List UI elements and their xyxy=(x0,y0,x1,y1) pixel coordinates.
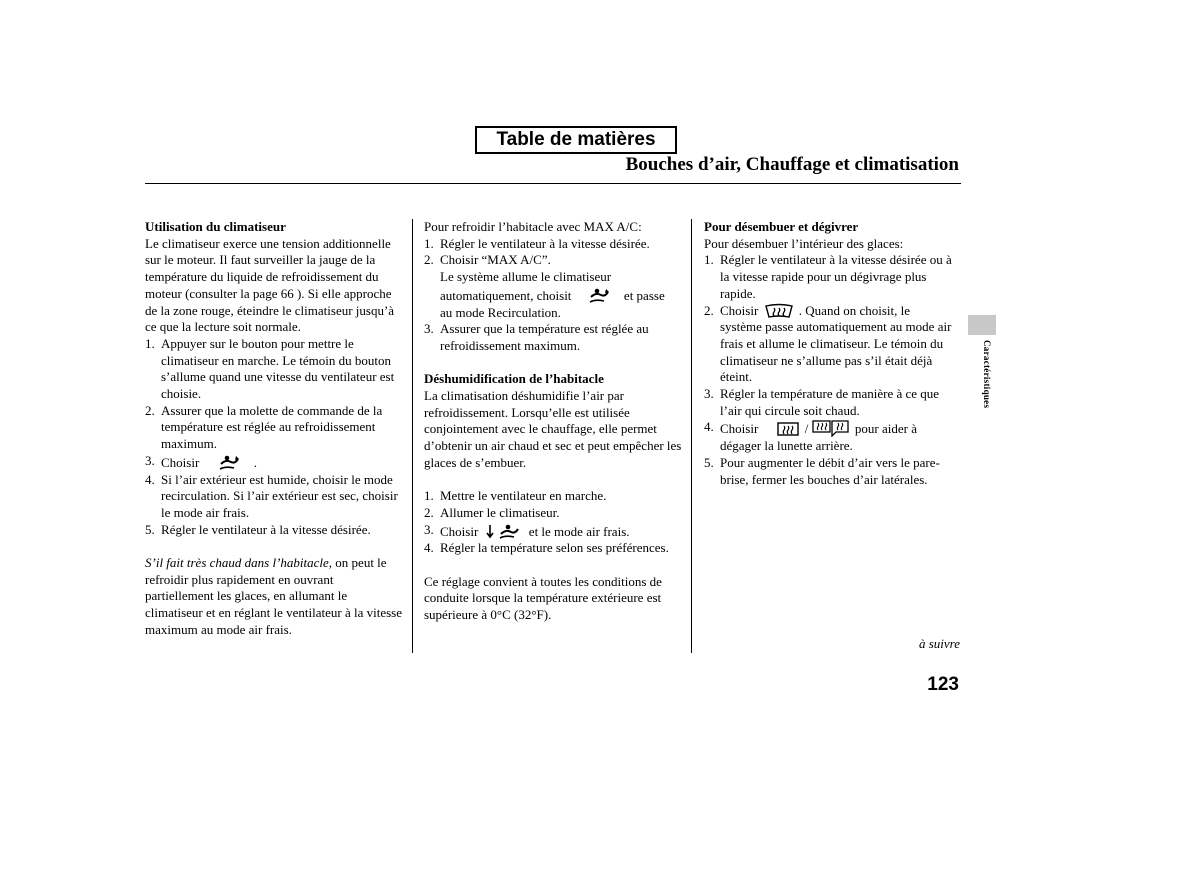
paragraph: Pour refroidir l’habitacle avec MAX A/C: xyxy=(424,219,642,234)
list-text: Choisir “MAX A/C”. xyxy=(440,252,551,268)
list-item xyxy=(424,236,686,253)
list-text: Le système allume le climatiseur xyxy=(440,269,612,285)
list-number: 2. xyxy=(704,302,714,318)
list-text: . Quand on choisit, le xyxy=(798,302,911,318)
list-text: Choisir xyxy=(720,421,759,437)
paragraph xyxy=(145,555,403,639)
list-text: Pour augmenter le débit d’air vers le pare-brise, fermer les bouches d’air latérales. xyxy=(720,454,940,487)
paragraph: Le climatiseur exerce une tension additionnelle sur le moteur. Il faut surveiller la jauge de la température du liquide de refroidissement du moteur (consulter la page 66 ). Si elle approche de la zone rouge, éteindre le climatiseur jusqu’à ce que la lecture soit normale. xyxy=(145,235,395,335)
rear-defrost-icon xyxy=(762,421,802,437)
list-number: 5. xyxy=(145,521,155,537)
list-number: 4. xyxy=(145,471,155,487)
list-number: 3. xyxy=(424,321,434,337)
list-text: Régler la température selon ses préférences. xyxy=(440,540,669,556)
list-item xyxy=(424,540,686,557)
list-text: Allumer le climatiseur. xyxy=(440,504,560,520)
column-1 xyxy=(145,219,403,639)
list-item xyxy=(424,321,686,354)
list-number: 2. xyxy=(424,252,434,268)
section-heading: Pour désembuer et dégivrer xyxy=(704,219,859,234)
list-item xyxy=(145,336,403,403)
paragraph: Ce réglage convient à toutes les conditions de conduite lorsque la température extérieure est supérieure à 0°C (32°F). xyxy=(424,573,662,623)
section-heading: Déshumidification de l’habitacle xyxy=(424,371,604,387)
list-number: 4. xyxy=(704,419,714,435)
list-item xyxy=(704,386,962,419)
list-item xyxy=(424,522,686,541)
list-text: au mode Recirculation. xyxy=(440,304,561,320)
list-number: 1. xyxy=(704,252,714,268)
list-text: système passe automatiquement au mode air frais et allume le climatiseur. Le témoin du climatiseur ne s’allume pas s’il était déjà éteint. xyxy=(720,319,952,385)
list-item xyxy=(145,522,403,539)
list-text: Appuyer sur le bouton pour mettre le climatiseur en marche. Le témoin du bouton s’allume quand une vitesse du ventilateur est choisie. xyxy=(161,335,395,402)
list-text: Choisir xyxy=(720,302,759,318)
list-text: . xyxy=(253,454,258,470)
list-number: 2. xyxy=(424,504,434,520)
list-item xyxy=(145,472,403,522)
list-text: et passe xyxy=(623,287,665,303)
section-tab-label: Caractéristiques xyxy=(982,340,992,409)
list-item xyxy=(424,252,686,321)
list-text: Régler le ventilateur à la vitesse désirée. xyxy=(161,521,371,537)
list-number: 3. xyxy=(145,452,155,468)
list-text: Assurer que la température est réglée au refroidissement maximum. xyxy=(440,321,649,353)
list-item xyxy=(424,488,686,505)
list-number: 1. xyxy=(424,488,434,504)
fresh-air-icon xyxy=(482,522,526,540)
list-text: Assurer que la molette de commande de la température est réglée au refroidissement maximum. xyxy=(161,402,383,452)
list-text: Si l’air extérieur est humide, choisir le mode recirculation. Si l’air extérieur est sec, choisir le mode air frais. xyxy=(161,471,398,520)
italic-text: S’il fait très chaud dans l’habitacle, xyxy=(145,555,333,571)
page-title: Bouches d’air, Chauffage et climatisation xyxy=(625,154,959,175)
title-divider xyxy=(145,183,961,184)
list-number: 4. xyxy=(424,540,434,556)
list-text: Mettre le ventilateur en marche. xyxy=(440,488,607,504)
table-of-contents-link[interactable]: Table de matières xyxy=(475,126,677,154)
list-text: Choisir xyxy=(161,454,200,470)
list-item xyxy=(704,419,962,454)
column-2 xyxy=(424,219,686,624)
list-item xyxy=(145,403,403,453)
list-item xyxy=(424,505,686,522)
list-number: 2. xyxy=(145,402,155,418)
section-heading: Utilisation du climatiseur xyxy=(145,219,286,234)
list-text: pour aider à xyxy=(854,421,918,437)
list-text: Choisir xyxy=(440,523,479,539)
column-divider xyxy=(691,219,692,653)
windshield-defrost-icon xyxy=(762,303,796,319)
list-number: 1. xyxy=(424,235,434,251)
page-number: 123 xyxy=(927,674,959,695)
paragraph: La climatisation déshumidifie l’air par refroidissement. Lorsqu’elle est utilisée conjointement avec le chauffage, elle permet d’obtenir un air chaud et sec et peut empêcher les glaces de s’embuer. xyxy=(424,388,682,470)
list-text: / xyxy=(804,421,809,437)
list-text: et le mode air frais. xyxy=(528,523,630,539)
list-text: Régler la température de manière à ce que l’air qui circule soit chaud. xyxy=(720,386,940,418)
list-number: 3. xyxy=(424,521,434,537)
recirculation-icon xyxy=(575,286,621,304)
list-text: automatiquement, choisit xyxy=(440,287,572,303)
list-item xyxy=(704,303,962,387)
list-item xyxy=(704,455,962,488)
list-text: Régler le ventilateur à la vitesse désirée. xyxy=(440,235,650,251)
list-number: 3. xyxy=(704,386,714,402)
list-item xyxy=(704,252,962,302)
column-3 xyxy=(704,219,962,488)
list-number: 5. xyxy=(704,454,714,470)
recirculation-icon xyxy=(203,453,251,471)
section-tab xyxy=(968,315,996,335)
continued-note: à suivre xyxy=(918,636,960,651)
list-item xyxy=(145,453,403,472)
paragraph: Pour désembuer l’intérieur des glaces: xyxy=(704,235,904,251)
column-divider xyxy=(412,219,413,653)
list-text: dégager la lunette arrière. xyxy=(720,438,853,454)
list-text: Régler le ventilateur à la vitesse désirée ou à la vitesse rapide pour un dégivrage plus rapide. xyxy=(720,252,952,301)
mirror-defrost-icon xyxy=(812,419,852,437)
paragraph-text: on peut le refroidir plus rapidement en ouvrant partiellement les glaces, en allumant le climatiseur et en réglant le ventilateur à la vitesse maximum au mode air frais. xyxy=(145,555,403,637)
list-number: 1. xyxy=(145,335,155,351)
